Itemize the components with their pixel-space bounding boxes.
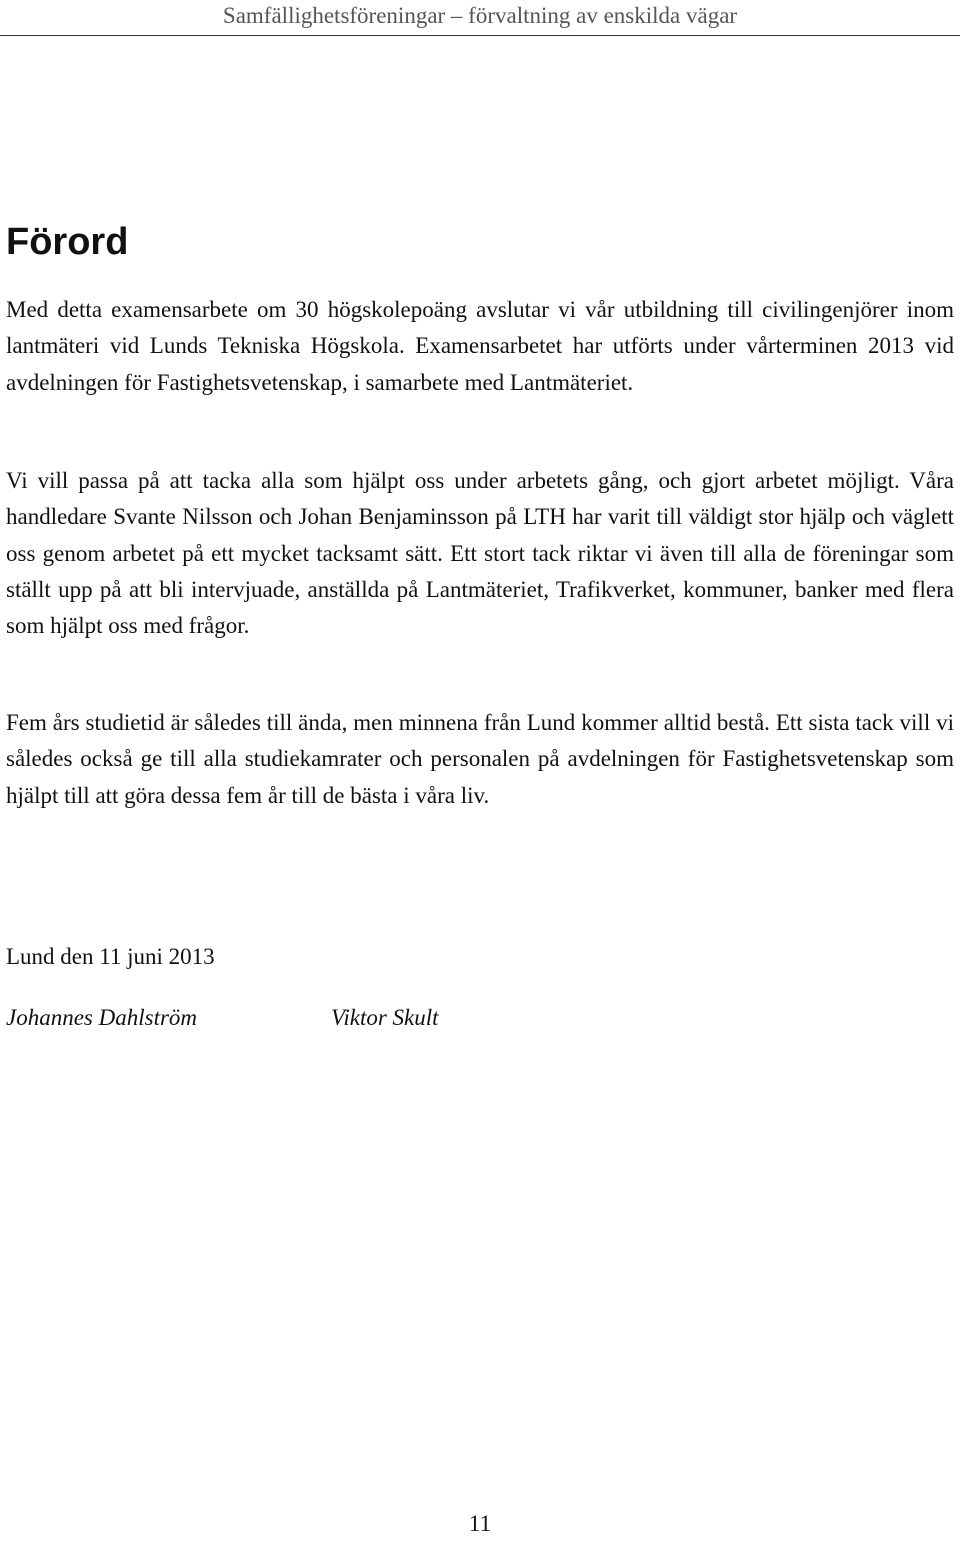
paragraph-acknowledgements: Vi vill passa på att tacka alla som hjälpt oss under arbetets gång, och gjort arbetet möjligt. Våra handledare Svante Nilsson och Johan Benjaminsson på LTH har varit till väldigt stor hjälp och väglett oss genom arbetet på ett mycket tacksamt sätt. Ett stort tack riktar vi även till alla de föreningar som ställt upp på att bli intervjuade, anställda på Lantmäteriet, Trafikverket, kommuner, banker med flera som hjälpt oss med frågor. <box>6 468 954 639</box>
page-heading: Förord <box>6 221 129 263</box>
paragraph-closing: Fem års studietid är således till ända, men minnena från Lund kommer alltid bestå. Ett sista tack vill vi således också ge till alla studiekamrater och personalen på avdelningen för Fastighetsvetenskap som hjälpt till att göra dessa fem år till de bästa i våra liv. <box>6 710 954 808</box>
paragraph-intro: Med detta examensarbete om 30 högskolepoäng avslutar vi vår utbildning till civilingenjörer inom lantmäteri vid Lunds Tekniska Högskola. Examensarbetet har utförts under vårterminen 2013 vid avdelningen för Fastighetsvetenskap, i samarbete med Lantmäteriet. <box>6 297 954 395</box>
header-divider <box>0 35 960 36</box>
signature-author-2: Viktor Skult <box>331 1005 439 1030</box>
running-header: Samfällighetsföreningar – förvaltning av enskilda vägar <box>222 3 738 28</box>
signature-author-1: Johannes Dahlström <box>6 1005 198 1030</box>
place-date: Lund den 11 juni 2013 <box>6 944 215 969</box>
page-number: 11 <box>468 1511 492 1536</box>
